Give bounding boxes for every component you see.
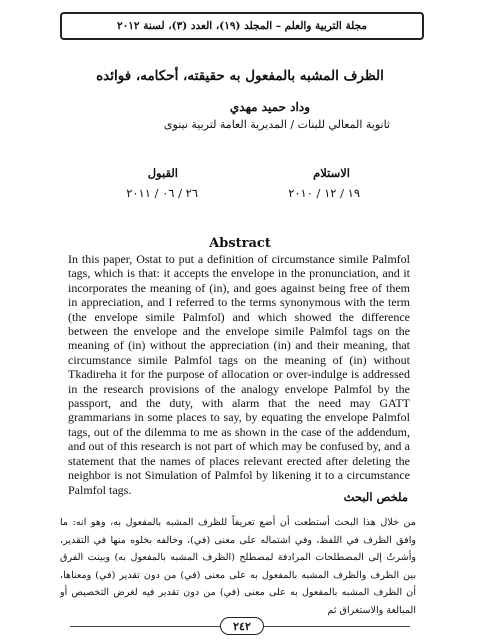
abstract-heading: Abstract	[209, 236, 271, 251]
summary-heading: ملخص البحث	[343, 490, 408, 504]
article-title: الظرف المشبه بالمفعول به حقيقته، أحكامه، فوائده	[96, 68, 384, 84]
journal-header	[60, 12, 424, 40]
abstract-text: In this paper, Ostat to put a definition of circumstance simile Palmfol tags, which is that: it accepts the envelope in the pronunciation, and it incorporates the meaning of (in), and goes against being free of them in appreciation, and I referred to the terms synonymous with the term (the envelope simile Palmfol) and which showed the difference between the envelope and the envelope simile Palmfol tags on the meaning of (in) without the appreciation (in) and their meaning, that circumstance simile Palmfol tags on the meaning of (in) without Tkadireha it for the purpose of allocation or over-indulge is addressed in the research provisions of the analogy envelope Palmfol by the passport, and the duty, with alarm that the need may GATT grammarians in some places to say, by equating the envelope Palmfol tags, out of the dilemma to me as shown in the case of the addendum, and out of this research is not part of which may be confused by, and a statement that the names of places relevant erected after deleting the neighbor is not Simulation of Palmfol by likening it to a circumstance Palmfol tags.	[68, 252, 410, 497]
author-name: وداد حميد مهدي	[229, 100, 310, 114]
summary-text: من خلال هذا البحث أستطعت أن أضع تعريفاً للظرف المشبه بالمفعول به، وهو انه: ما وافق الظرف في اللفظ، وفي اشتماله على معنى (في)، وخالفه بخلوه منها في التقدير، وأشرتُ إلى المصطلحات المرادفة لمصطلح (الظرف المشبه بالمفعول به) وبينت الفرق بين الظرف والظرف المشبه بالمفعول به على معنى (في) من دون تقدير (في) ومعناها، أن الظرف المشبه بالمفعول به على معنى (في) من دون تقدير فيه لغرض التخصيص أو المبالغة والاستغراق ثم	[60, 517, 416, 616]
page-number: ٢٤٢	[220, 617, 264, 635]
received-date: ١٩ / ١٢ / ٢٠١٠	[288, 186, 360, 200]
author-affiliation: ثانوية المعالي للبنات / المديرية العامة لتربية نينوى	[163, 118, 390, 131]
received-label: الاستلام	[313, 166, 350, 180]
accepted-date: ٢٦ / ٠٦ / ٢٠١١	[126, 186, 198, 200]
journal-header-text: مجلة التربية والعلم – المجلد (١٩)، العدد (٣)، لسنة ٢٠١٢	[116, 20, 368, 32]
accepted-label: القبول	[147, 166, 178, 180]
